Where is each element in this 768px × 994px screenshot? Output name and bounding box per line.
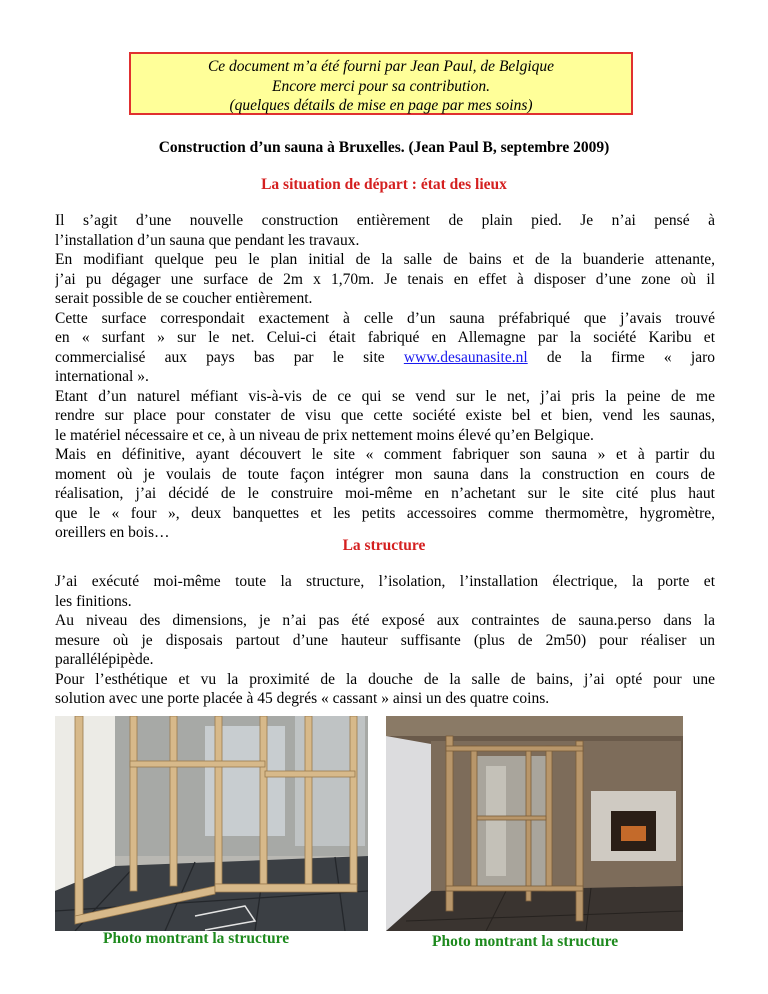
text-line: solution avec une porte placée à 45 degrés « cassant » ainsi un des quatre coins. bbox=[55, 690, 550, 707]
text-line: j’ai pu dégager une surface de 2m x 1,70m. Je tenais en effet à disposer d’une zone où il bbox=[55, 270, 715, 288]
notice-line-1: Ce document m’a été fourni par Jean Paul, de Belgique bbox=[207, 58, 555, 75]
photo-structure-right bbox=[386, 716, 683, 931]
text-fragment: commercialisé aux pays bas par le site bbox=[55, 348, 404, 366]
photo-caption-right: Photo montrant la structure bbox=[432, 933, 619, 950]
document-title: Construction d’un sauna à Bruxelles. (Jean Paul B, septembre 2009) bbox=[158, 139, 610, 156]
photo-structure-left bbox=[55, 716, 368, 931]
text-line: Etant d’un naturel méfiant vis-à-vis de ce qui se vend sur le net, j’ai pris la peine de me bbox=[55, 387, 715, 405]
text-line: en « surfant » sur le net. Celui-ci était fabriqué en Allemagne par la société Karibu et bbox=[55, 329, 715, 346]
text-line: que le « four », deux banquettes et les petits accessoires comme thermomètre, hygromètre, bbox=[55, 504, 715, 522]
notice-line-2: Encore merci pour sa contribution. bbox=[272, 77, 490, 95]
text-line: international ». bbox=[55, 368, 149, 385]
text-line: parallélépipède. bbox=[55, 651, 154, 668]
text-line: oreillers en bois… bbox=[55, 524, 170, 541]
notice-line-3: (quelques détails de mise en page par mes soins) bbox=[229, 97, 533, 114]
text-line: rendre sur place pour constater de visu que cette société existe bel et bien, vend les saunas, bbox=[55, 407, 715, 424]
paragraph-structure bbox=[55, 572, 715, 709]
text-line: moment où je voulais de toute façon intégrer mon sauna dans la construction en cours de bbox=[55, 465, 715, 483]
text-line: Au niveau des dimensions, je n’ai pas été exposé aux contraintes de sauna.perso dans la bbox=[55, 612, 715, 629]
text-line: serait possible de se coucher entièrement. bbox=[55, 290, 313, 307]
contribution-notice bbox=[129, 52, 633, 115]
photo-caption-left: Photo montrant la structure bbox=[103, 930, 290, 947]
text-line: En modifiant quelque peu le plan initial de la salle de bains et de la buanderie attenante, bbox=[55, 251, 715, 268]
text-line: réalisation, j’ai décidé de le construire moi-même en n’achetant sur le site cité plus haut bbox=[55, 485, 715, 502]
text-line-with-link bbox=[55, 348, 715, 368]
paragraph-situation bbox=[55, 211, 715, 543]
text-line: J’ai exécuté moi-même toute la structure, l’isolation, l’installation électrique, la porte et bbox=[55, 573, 715, 590]
photo-structure-left-image bbox=[55, 716, 368, 931]
text-line: les finitions. bbox=[55, 592, 132, 610]
desaunasite-link[interactable]: www.desaunasite.nl bbox=[403, 348, 528, 366]
text-line: Mais en définitive, ayant découvert le site « comment fabriquer son sauna » et à partir du bbox=[55, 446, 715, 463]
text-line: Il s’agit d’une nouvelle construction entièrement de plain pied. Je n’ai pensé à bbox=[55, 212, 715, 229]
section-heading-structure: La structure bbox=[342, 537, 426, 554]
text-line: Pour l’esthétique et vu la proximité de la douche de la salle de bains, j’ai opté pour une bbox=[55, 670, 715, 688]
text-line: Cette surface correspondait exactement à celle d’un sauna préfabriqué que j’avais trouvé bbox=[55, 309, 715, 327]
photo-structure-right-image bbox=[386, 716, 683, 931]
text-line: l’installation d’un sauna que pendant les travaux. bbox=[55, 231, 360, 249]
text-line: mesure où je disposais partout d’une hauteur suffisante (plus de 2m50) pour réaliser un bbox=[55, 631, 715, 649]
text-fragment: de la firme « jaro bbox=[527, 348, 715, 366]
text-line: le matériel nécessaire et ce, à un niveau de prix nettement moins élevé qu’en Belgique. bbox=[55, 426, 594, 444]
section-heading-situation: La situation de départ : état des lieux bbox=[261, 176, 507, 193]
